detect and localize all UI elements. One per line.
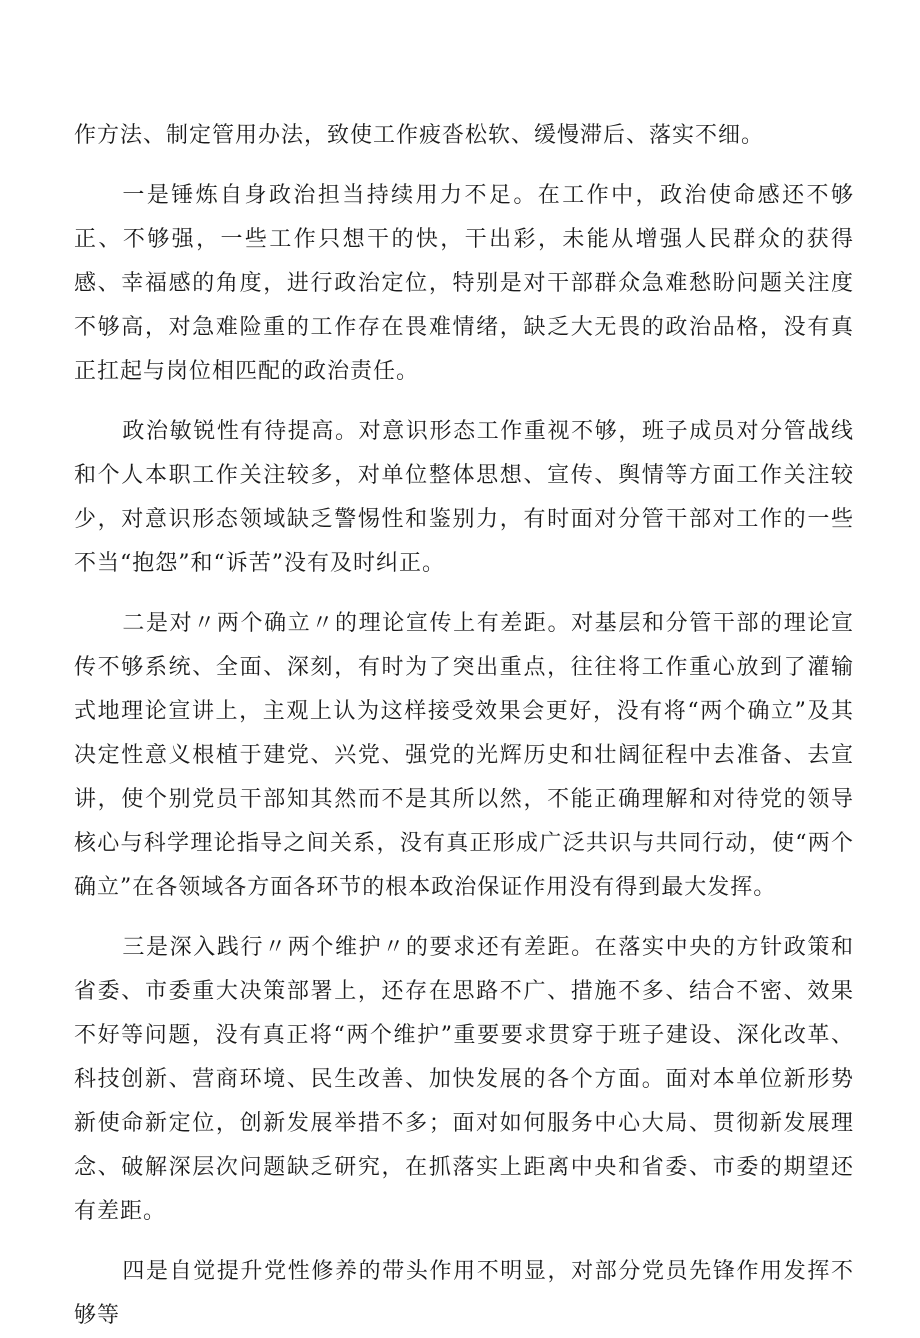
paragraph-two-establishments: 二是对〃两个确立〃的理论宣传上有差距。对基层和分管干部的理论宣传不够系统、全面、深刻，有时为了突出重点，往往将工作重心放到了灌输式地理论宣讲上，主观上认为这样接受效果会更好，没有将“两个确立”及其决定性意义根植于建党、兴党、强党的光辉历史和壮阔征程中去准备、去宣讲，使个别党员干部知其然而不是其所以然，不能正确理解和对待党的领导核心与科学理论指导之间关系，没有真正形成广泛共识与共同行动，使“两个确立”在各领域各方面各环节的根本政治保证作用没有得到最大发挥。 — [74, 611, 854, 900]
paragraph-political-responsibility: 一是锤炼自身政治担当持续用力不足。在工作中，政治使命感还不够正、不够强，一些工作只想干的快，干出彩，未能从增强人民群众的获得感、幸福感的角度，进行政治定位，特别是对干部群众急难愁盼问题关注度不够高，对急难险重的工作存在畏难情绪，缺乏大无畏的政治品格，没有真正扛起与岗位相匹配的政治责任。 — [74, 183, 854, 384]
paragraph-party-spirit: 四是自觉提升党性修养的带头作用不明显，对部分党员先锋作用发挥不够等 — [74, 1259, 854, 1328]
paragraph-continuation: 作方法、制定管用办法，致使工作疲沓松软、缓慢滞后、落实不细。 — [74, 123, 765, 148]
paragraph-two-safeguards: 三是深入践行〃两个维护〃的要求还有差距。在落实中央的方针政策和省委、市委重大决策部署上，还存在思路不广、措施不多、结合不密、效果不好等问题，没有真正将“两个维护”重要要求贯穿于班子建设、深化改革、科技创新、营商环境、民生改善、加快发展的各个方面。面对本单位新形势新使命新定位，创新发展举措不多；面对如何服务中心大局、贯彻新发展理念、破解深层次问题缺乏研究，在抓落实上距离中央和省委、市委的期望还有差距。 — [74, 935, 854, 1224]
paragraph-political-sensitivity: 政治敏锐性有待提高。对意识形态工作重视不够，班子成员对分管战线和个人本职工作关注较多，对单位整体思想、宣传、舆情等方面工作关注较少，对意识形态领域缺乏警惕性和鉴别力，有时面对分管干部对工作的一些不当“抱怨”和“诉苦”没有及时纠正。 — [74, 419, 854, 576]
document-body — [74, 114, 854, 1338]
